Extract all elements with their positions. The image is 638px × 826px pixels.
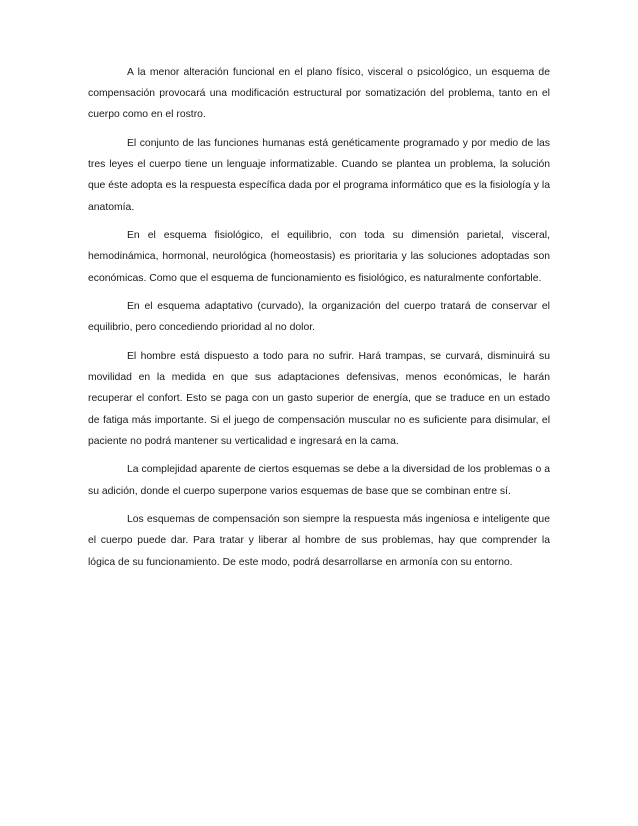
paragraph-1: A la menor alteración funcional en el plano físico, visceral o psicológico, un esquema de compensación provocará una modificación estructural por somatización del problema, tanto en el cuerpo como en el rostro. (88, 67, 550, 121)
paragraph-4: En el esquema adaptativo (curvado), la organización del cuerpo tratará de conservar el equilibrio, pero concediendo prioridad al no dolor. (88, 301, 550, 334)
paragraph-3: En el esquema fisiológico, el equilibrio, con toda su dimensión parietal, visceral, hemodinámica, hormonal, neurológica (homeostasis) es prioritaria y las soluciones adoptadas son económicas. Como que el esquema de funcionamiento es fisiológico, es naturalmente confortable. (88, 230, 550, 284)
paragraph-7: Los esquemas de compensación son siempre la respuesta más ingeniosa e inteligente que el cuerpo puede dar. Para tratar y liberar al hombre de sus problemas, hay que comprender la lógica de su funcionamiento. De este modo, podrá desarrollarse en armonía con su entorno. (88, 514, 550, 568)
document-page (88, 62, 550, 580)
paragraph-5: El hombre está dispuesto a todo para no sufrir. Hará trampas, se curvará, disminuirá su movilidad en la medida en que sus adaptaciones defensivas, menos económicas, le harán recuperar el confort. Esto se paga con un gasto superior de energía, que se traduce en un estado de fatiga más importante. Si el juego de compensación muscular no es suficiente para disimular, el paciente no podrá mantener su verticalidad e ingresará en la cama. (88, 351, 550, 447)
paragraph-6: La complejidad aparente de ciertos esquemas se debe a la diversidad de los problemas o a su adición, donde el cuerpo superpone varios esquemas de base que se combinan entre sí. (88, 464, 550, 497)
paragraph-2: El conjunto de las funciones humanas está genéticamente programado y por medio de las tres leyes el cuerpo tiene un lenguaje informatizable. Cuando se plantea un problema, la solución que éste adopta es la respuesta específica dada por el programa informático que es la fisiología y la anatomía. (88, 138, 550, 213)
